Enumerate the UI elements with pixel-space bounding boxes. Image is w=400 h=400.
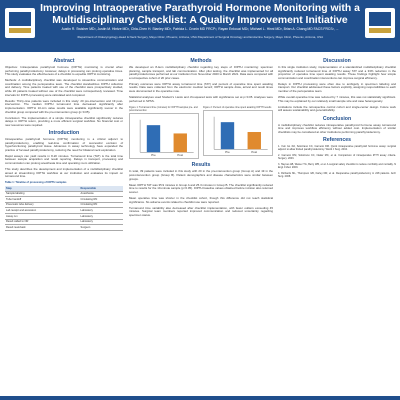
figure-2-bar — [248, 132, 261, 149]
table-cell: Pneumatic tube delivery — [5, 202, 80, 208]
abstract-heading: Abstract — [53, 58, 75, 64]
table-cell: Anesthesia — [80, 191, 123, 197]
methods-paragraph: Primary outcomes were IOPTH assay turnaround time (TAT) and percent of operative time spent awaiting results. Data were collected from the electronic medical record; IOPTH sample draw, arrival and result times were documented in the operative note. — [129, 81, 273, 94]
reference-item: 1. Irvin GL 3rd, Solorzano CC, Carneiro DM. Quick intraoperative parathyroid hormone assay: surgical adjunct to allow limited parathyroidectomy. World J Surg. 2004. — [278, 144, 396, 152]
figure-1-chart — [129, 113, 199, 159]
results-paragraph: Turnaround time variability also decreased after checklist implementation, with fewer outliers exceeding 45 minutes. Surgical team members reported improved communication and reduced uncertainty regarding specimen status. — [129, 205, 273, 217]
institution-logo-right — [365, 8, 395, 38]
right-column — [278, 56, 396, 396]
methods-paragraph: Statistical analyses used Student's t-tests and chi-squared tests with significance set at p<0.05. Analyses were performed in SPSS. — [129, 95, 273, 103]
table-cell: Surgeon — [80, 225, 123, 231]
iopth-timeline-table — [5, 186, 123, 231]
conclusion-heading: Conclusion — [322, 115, 352, 122]
abstract-objective: Objective: Intraoperative parathyroid hormone (IOPTH) monitoring is crucial when performing parathyroidectomy. However, delays in processing can prolong operative times. This study evaluates the effectiveness of a checklist to expedite IOPTH monitoring. — [5, 65, 123, 77]
discussion-paragraph: Delays in IOPTH processing were often due to ambiguity in specimen labeling and transport. Our checklist addressed these factors explicitly, assigning responsibilities to each member of the perioperative team. — [278, 81, 396, 94]
poster-banner — [0, 0, 400, 52]
table-cell: Tube handoff — [5, 197, 80, 203]
middle-column — [129, 56, 273, 396]
poster-footer-bar — [0, 396, 400, 400]
discussion-heading: Discussion — [323, 58, 351, 64]
figure-1-tick-label: Pre — [151, 153, 156, 158]
figure-2-caption: Figure 2: Percent of operative time spent awaiting IOPTH results — [203, 106, 272, 110]
introduction-paragraph: This study describes the development and implementation of a multidisciplinary checklist aimed at streamlining IOPTH workflow at our institution and evaluates its impact on turnaround time. — [5, 167, 123, 179]
poster-title: Improving Intraoperative Parathyroid Hormone Monitoring with a Multidisciplinary Checklist: A Quality Improvement Initiative — [40, 3, 360, 26]
discussion-paragraph: In this single institution study, implementation of a standardized multidisciplinary checklist significantly reduced turnaround time of IOPTH assay TAT and a 33% reduction in the proportion of operative time spent awaiting results. These findings highlight how simple communication and coordination interventions can improve surgical efficiency. — [278, 65, 396, 80]
logo-stripe-mark — [9, 28, 31, 33]
table-cell: Circulating RN — [80, 202, 123, 208]
logo-stripe-mark — [369, 28, 391, 33]
figure-2-tick-label: Pre — [225, 150, 230, 155]
discussion-paragraph: Limitations include the retrospective control cohort and single-center design. Future work will assess sustainability and generalizability. — [278, 104, 396, 113]
figure-1-caption: Figure 1: Turnaround time (minutes) for IOPTH samples pre- and post-intervention — [129, 106, 198, 113]
poster-authors: Austin R. Swisher MD¹, Justin M. Hintze MD², Chia-Chen H. Stanley MD³, Patricia L. Cronin MD FRCP², Rayan Enkouzi MD², Michael L. Hinni MD², Brian A. Chang MD FACS FRCS², ... — [61, 27, 339, 31]
results-heading: Results — [191, 162, 211, 169]
abstract-methods: Methods: A multidisciplinary checklist was developed to streamline communication and coordination among the perioperative team. The checklist standardizes IOPTH collection and delivery. Time patients treated with use of the checklist were prospectively studied, while 20 patients treated without use of the checklist were retrospectively reviewed. Time intervals for IOPTH processing were calculated and compared. — [5, 78, 123, 97]
results-paragraph: In total, 39 patients were included in this study with 20 in the pre-intervention group (Group A) and 19 in the post-intervention group (Group B). Patient demographics and disease characteristics were similar between groups. — [129, 169, 273, 181]
conclusion-paragraph: A multidisciplinary checklist reduces intraoperative parathyroid hormone assay turnaround time and improves workflow efficiency without added cost. Implementation of similar checklists may be considered at other institutions performing parathyroidectomy. — [278, 122, 396, 134]
reference-item: 4. Richards ML, Thompson GB, Farley DR, et al. Reoperative parathyroidectomy in 228 patients. Arch Surg. 2008. — [278, 171, 396, 178]
methods-paragraph: We developed an 8-item multidisciplinary checklist regarding key steps of IOPTH monitoring: specimen planning, sample transport, and lab communication. After pilot testing, the checklist was implemented for all parathyroidectomies performed at our institution from November 2020 to March 2021. Data were compared with a retrospective cohort of 20 prior cases. — [129, 65, 273, 80]
figure-1-bar — [147, 126, 160, 153]
reference-item: 2. Carneiro DM, Solorzano CC, Nader MC, et al. Comparison of intraoperative iPTH assay criteria. Surgery. 2003. — [278, 153, 396, 160]
figure-1 — [129, 106, 199, 159]
table-cell: Assay run — [5, 213, 80, 219]
figure-row — [129, 106, 273, 159]
logo-shield-mark — [369, 12, 391, 26]
references-list — [278, 145, 396, 178]
methods-heading: Methods — [190, 58, 212, 64]
institution-logo-left — [5, 8, 35, 38]
table-cell: Laboratory — [80, 213, 123, 219]
abstract-conclusion: Conclusion: The implementation of a simple intraoperative checklist significantly reduces delays in IOPTH return, providing a more efficient surgical workflow. No financial cost or new resources were required. — [5, 115, 123, 127]
introduction-paragraph: Intraoperative parathyroid hormone (IOPTH) monitoring is a critical adjunct to parathyroidectomy, enabling real-time confirmation of successful excision of hyperfunctioning parathyroid tissue. Advances in assay technology have expanded the practice of focused parathyroidectomy, reducing the need for bilateral neck exploration. — [5, 136, 123, 152]
table-cell: Laboratory — [80, 208, 123, 214]
table-cell: Result called to OR — [5, 219, 80, 225]
table-cell: Circulating RN — [80, 197, 123, 203]
references-heading: References — [323, 136, 351, 143]
reference-item: 3. Haynes AB, Weiser TG, Berry WR, et al. A surgical safety checklist to reduce morbidity and mortality. N Engl J Med. 2009. — [278, 162, 396, 169]
figure-2-chart — [203, 110, 273, 156]
results-paragraph: Mean IOPTH TAT was 35.9 minutes in Group A and 25.3 minutes in Group B. The checklist significantly reduced time to results for the 10-minute sample (p<0.05). IOPTH baseline values obtained before incision also returned sooner. — [129, 182, 273, 194]
figure-1-bar — [174, 134, 187, 153]
poster-affiliations: ¹Department of Otolaryngology-Head & Neck Surgery, Mayo Clinic, Phoenix, Arizona, USA ²Department of Surgical Oncology and Endocrine Surgery, Mayo Clinic, Phoenix, Arizona, USA — [76, 35, 324, 39]
introduction-heading: Introduction — [48, 129, 80, 136]
table-cell: Lab receipt and accession — [5, 208, 80, 214]
table-cell: Result read-back — [5, 225, 80, 231]
table-cell: Sample labeling — [5, 191, 80, 197]
figure-2 — [203, 106, 273, 159]
logo-shield-mark — [9, 12, 31, 26]
figure-2-tick-label: Post — [251, 150, 258, 155]
figure-1-tick-label: Post — [177, 153, 184, 158]
discussion-paragraph: While overall operative time was reduced by 7 minutes, this was not statistically significant. This may be explained by our relatively small sample size and case heterogeneity. — [278, 95, 396, 103]
table-caption: Table 1: Timeline of processing of IOPTH samples — [5, 181, 67, 185]
table-row — [5, 225, 123, 231]
table-header-cell: Responsible — [80, 186, 123, 191]
left-column — [5, 56, 123, 396]
figure-2-bar — [221, 123, 234, 150]
table-cell: Laboratory — [80, 219, 123, 225]
abstract-results: Results: Thirty-nine patients were included in this study: 20 pre-intervention and 19 post-intervention. The median IOPTH turnaround time decreased significantly after implementation. IOPTH 10-min value results were available significantly sooner in the checklist group compared with the pre-intervention group (p<0.05). — [5, 98, 123, 114]
introduction-paragraph: Rapid assays can yield results in 8-20 minutes. Turnaround time (TAT) is the total time between sample acquisition and result reporting. Delays in transport, processing and communication can prolong anesthesia time and operating room utilization. — [5, 153, 123, 165]
results-paragraph: Mean operative time was shorter in the checklist cohort, though this difference did not reach statistical significance. No adverse events related to checklist use were reported. — [129, 195, 273, 204]
table-header-cell: Step — [5, 186, 80, 191]
